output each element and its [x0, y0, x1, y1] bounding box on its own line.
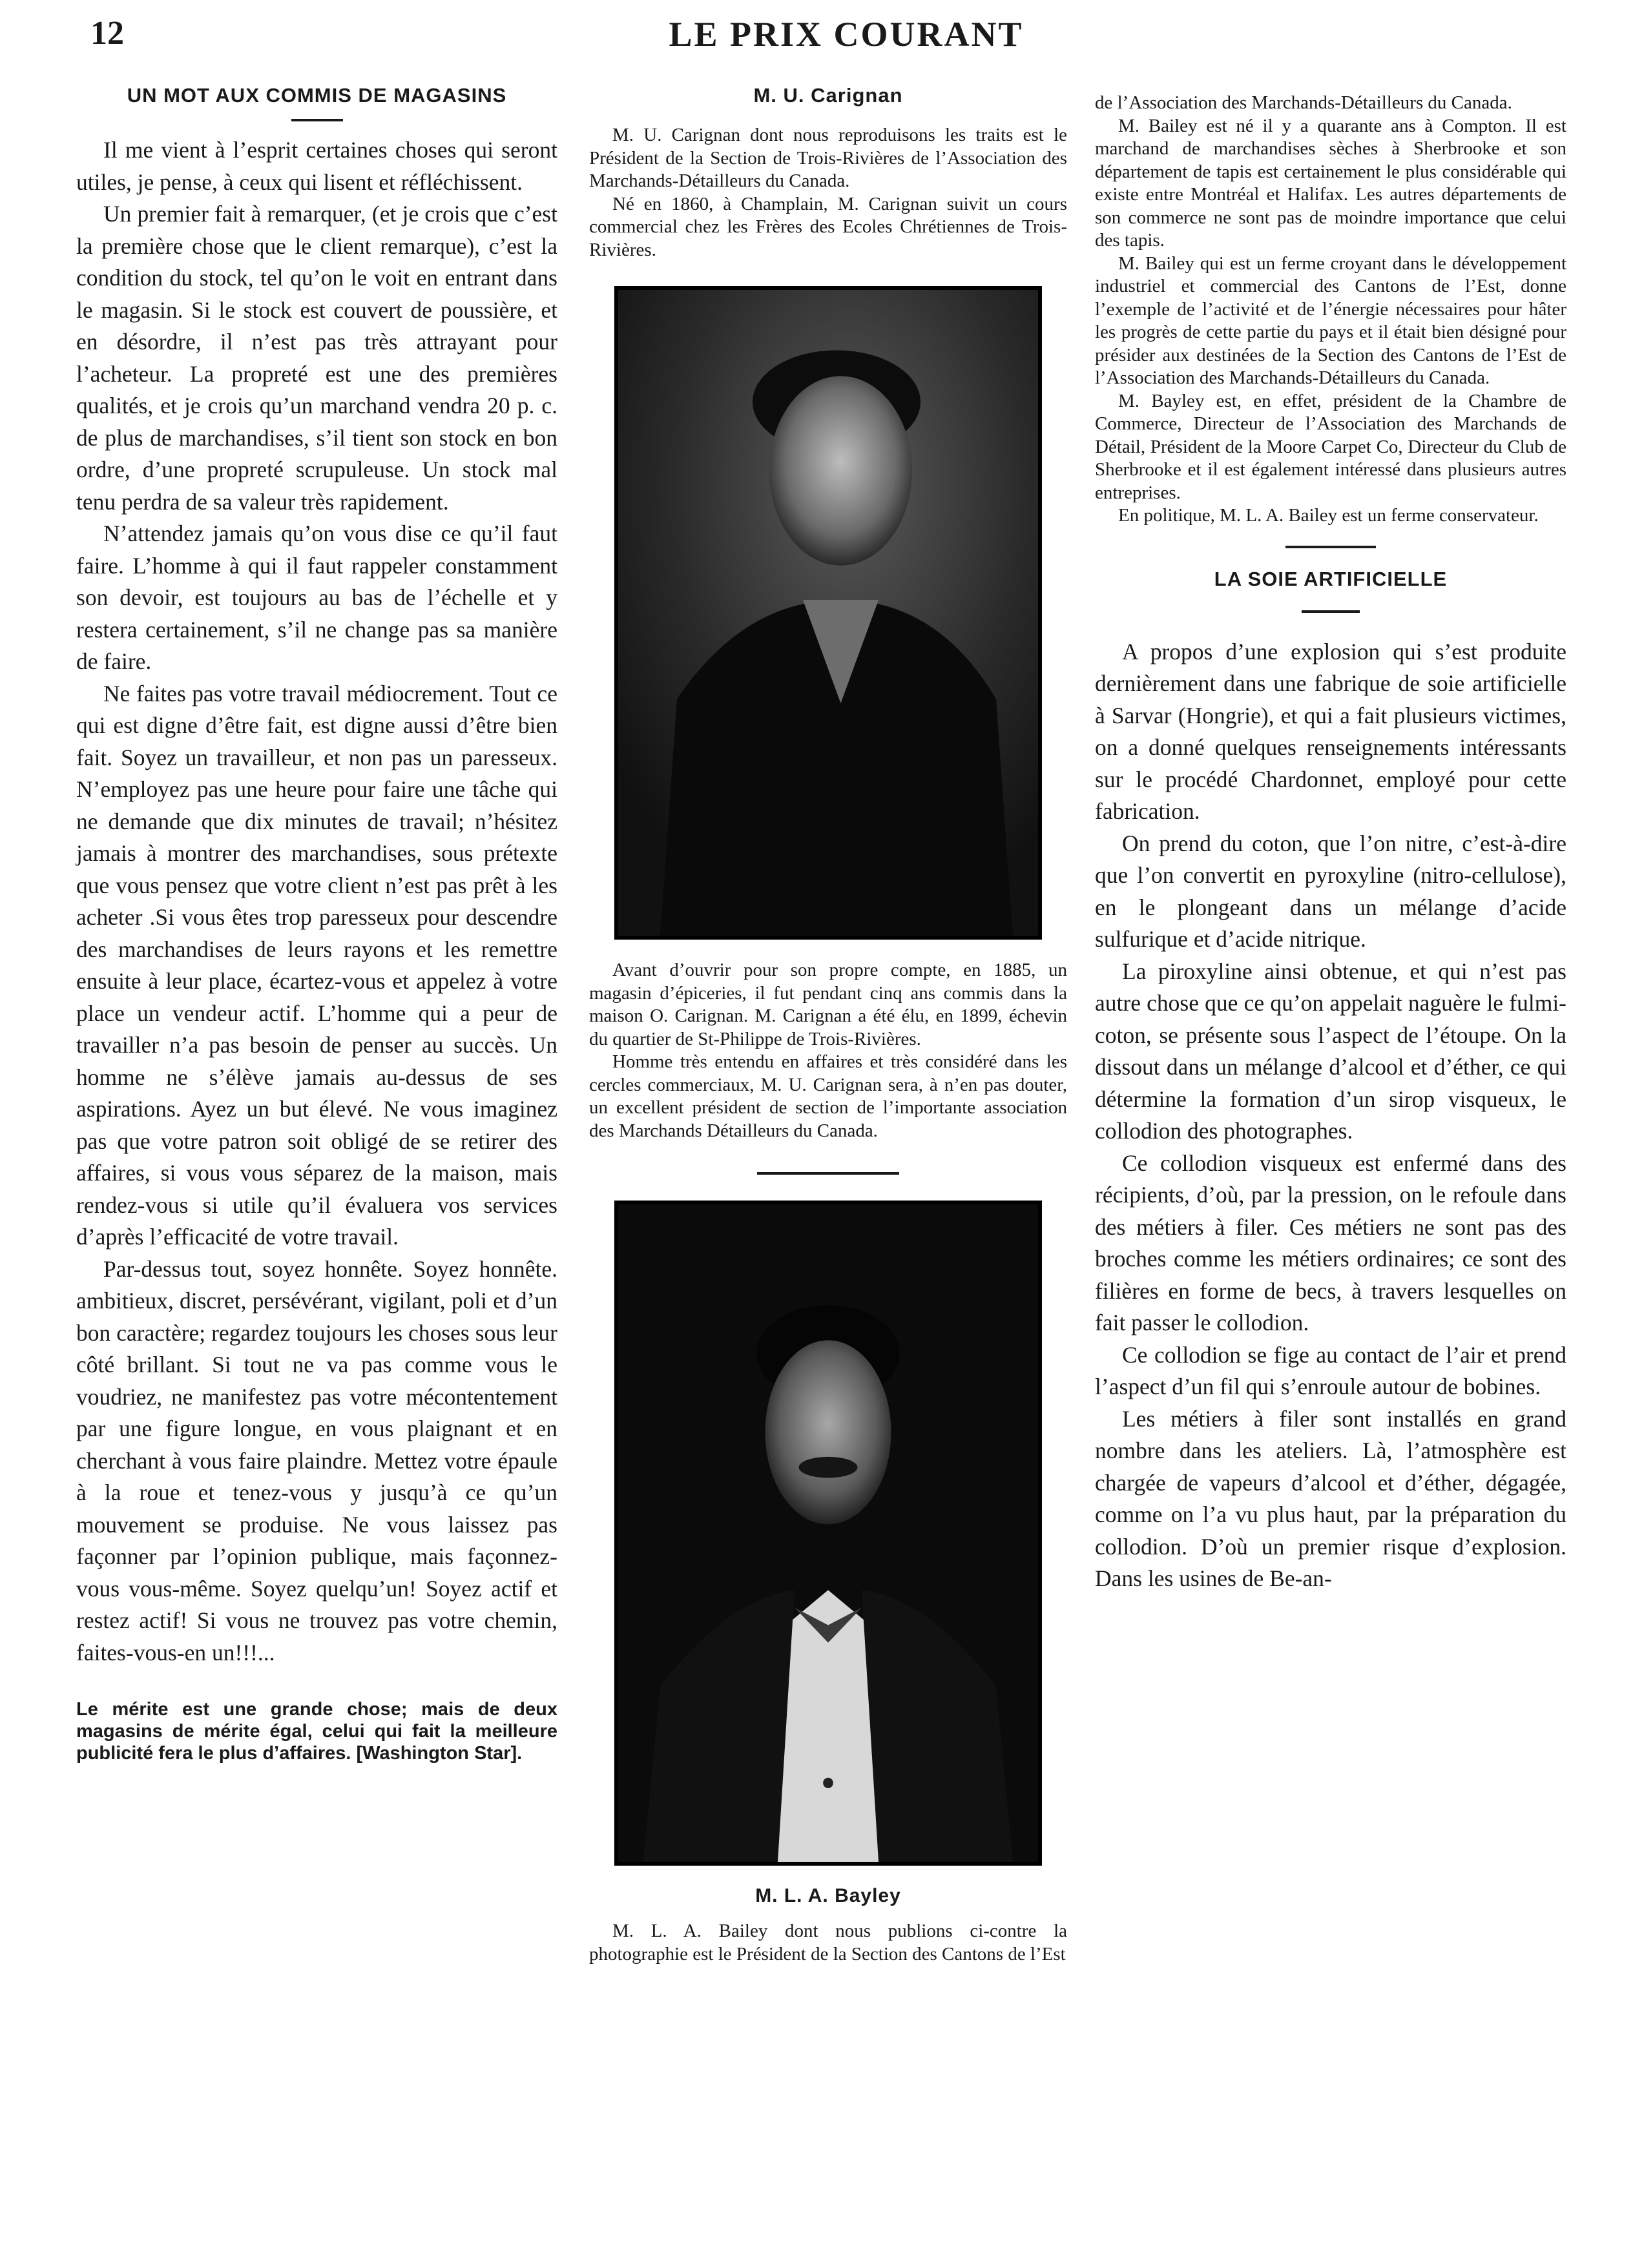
- title-rule: [1302, 610, 1360, 613]
- carignan-bio: [589, 959, 1067, 1142]
- paragraph: M. U. Carignan dont nous reproduisons les traits est le Président de la Section de Trois-Rivières de l’Association des Marchands-Détailleurs du Canada.: [589, 125, 1067, 191]
- paragraph: de l’Association des Marchands-Détailleurs du Canada.: [1095, 92, 1512, 113]
- paragraph: Il me vient à l’esprit certaines choses qui seront utiles, je pense, à ceux qui lisent et réfléchissent.: [76, 137, 557, 195]
- paragraph: On prend du coton, que l’on nitre, c’est-à-dire que l’on convertit en pyroxyline (nitro-cellulose), en le plongeant dans un mélange d’acide sulfurique et d’acide nitrique.: [1095, 830, 1566, 952]
- paragraph: Avant d’ouvrir pour son propre compte, en 1885, un magasin d’épiceries, il fut pendant cinq ans commis dans la maison O. Carignan. M. Carignan a été élu, en 1899, échevin du quartier de St-Philippe de Trois-Rivières.: [589, 960, 1067, 1049]
- page-number: 12: [90, 15, 124, 52]
- paragraph: Ce collodion visqueux est enfermé dans des récipients, d’où, par la pression, on le refoule dans des métiers à filer. Ces métiers ne sont pas des broches comme les métiers ordinaires; ce sont des filières en forme de becs, à travers lesquelles on fait passer le collodion.: [1095, 1149, 1566, 1335]
- bayley-intro: [589, 1920, 1067, 1966]
- column-left: [76, 84, 557, 1764]
- paragraph: Né en 1860, à Champlain, M. Carignan suivit un cours commercial chez les Frères des Ecoles Chrétiennes de Trois-Rivières.: [589, 193, 1067, 260]
- paragraph: Ce collodion se fige au contact de l’air et prend l’aspect d’un fil qui s’enroule autour de bobines.: [1095, 1341, 1566, 1399]
- page-header: [90, 14, 1602, 72]
- column-middle: [589, 84, 1067, 1966]
- column-right: [1095, 92, 1566, 1595]
- article-body-commis: [76, 134, 557, 1669]
- article-title-carignan: M. U. Carignan: [753, 84, 903, 107]
- bayley-bio: [1095, 92, 1566, 528]
- paragraph: En politique, M. L. A. Bailey est un ferme conservateur.: [1118, 505, 1539, 526]
- section-divider: [757, 1172, 899, 1175]
- paragraph: Un premier fait à remarquer, (et je crois que c’est la première chose que le client remarque), c’est la condition du stock, tel qu’on le voit en entrant dans le magasin. Si le stock est couvert de poussière, et en désordre, il n’est pas très attrayant pour l’acheteur. La propreté est une des premières qualités, et je crois qu’un marchand vendra 20 p. c. de plus de marchandises, s’il tient son stock en bon ordre, d’une propreté scrupuleuse. Un stock mal tenu perdra de sa valeur très rapidement.: [76, 201, 557, 515]
- article-title-soie: LA SOIE ARTIFICIELLE: [1214, 567, 1448, 590]
- paragraph: N’attendez jamais qu’on vous dise ce qu’il faut faire. L’homme à qui il faut rappeler constamment son devoir, est toujours au bas de l’échelle et y restera certainement, s’il ne change pas sa manière de faire.: [76, 521, 557, 674]
- paragraph: La piroxyline ainsi obtenue, et qui n’est pas autre chose que ce qu’on appelait naguère le fulmi-coton, se présente sous l’aspect de l’étoupe. On la dissout dans un mélange d’alcool et d’éther, ce qui détermine la formation d’un sirop visqueux, le collodion des photographes.: [1095, 958, 1566, 1144]
- article-body-soie: [1095, 636, 1566, 1595]
- paragraph: M. L. A. Bailey dont nous publions ci-contre la photographie est le Président de la Section des Cantons de l’Est: [589, 1921, 1067, 1964]
- paragraph: M. Bailey qui est un ferme croyant dans le développement industriel et commercial des Cantons de l’Est, donne l’exemple de l’activité et de l’énergie nécessaires pour hâter les progrès de cette partie du pays et il était bien désigné pour présider aux destinées de la Section des Cantons de l’Est de l’Association des Marchands-Détailleurs du Canada.: [1095, 253, 1566, 388]
- paragraph: Homme très entendu en affaires et très considéré dans les cercles commerciaux, M. U. Carignan sera, à n’en pas douter, un excellent président de section de l’importante association des Marchands Détailleurs du Canada.: [589, 1051, 1067, 1141]
- section-divider: [1285, 546, 1376, 548]
- paragraph: Par-dessus tout, soyez honnête. Soyez honnête. ambitieux, discret, persévérant, vigilant, poli et d’un bon caractère; regardez toujours les choses sous leur côté brillant. Si tout ne va pas comme vous le voudriez, ne manifestez pas votre mécontentement par une figure longue, en vous plaignant et en cherchant à vous faire plaindre. Mettez votre épaule à la roue et tenez-vous y jusqu’à ce qu’un mouvement se produise. Ne vous laissez pas façonner par l’opinion publique, mais façonnez-vous vous-même. Soyez quelqu’un! Soyez actif et restez actif! Si vous ne trouvez pas votre chemin, faites-vous-en un!!!...: [76, 1255, 557, 1665]
- paragraph: A propos d’une explosion qui s’est produite dernièrement dans une fabrique de soie artificielle à Sarvar (Hongrie), et qui a fait plusieurs victimes, on a donné quelques renseignements intéressants sur le procédé Chardonnet, employé pour cette fabrication.: [1095, 638, 1566, 824]
- photo-caption-bayley: M. L. A. Bayley: [755, 1885, 901, 1906]
- portrait-image: [618, 1204, 1038, 1862]
- article-title-commis: UN MOT AUX COMMIS DE MAGASINS: [127, 84, 507, 107]
- paragraph: M. Bailey est né il y a quarante ans à Compton. Il est marchand de marchandises sèches à Sherbrooke et son département de tapis est certainement le plus considérable qui existe entre Montréal et Halifax. Les autres départements de son commerce ne sont pas de moindre importance que celui des tapis.: [1095, 115, 1566, 251]
- carignan-intro: [589, 124, 1067, 262]
- portrait-photo-bayley: [614, 1201, 1042, 1866]
- pull-quote: Le mérite est une grande chose; mais de deux magasins de mérite égal, celui qui fait la meilleure publicité fera le plus d’affaires. [Washington Star].: [76, 1699, 557, 1764]
- paragraph: M. Bayley est, en effet, président de la Chambre de Commerce, Directeur de l’Association des Marchands de Détail, Président de la Moore Carpet Co, Directeur du Club de Sherbrooke et il est également intéressé dans plusieurs autres entreprises.: [1095, 390, 1566, 503]
- portrait-image: [618, 290, 1038, 936]
- paragraph: Ne faites pas votre travail médiocrement. Tout ce qui est digne d’être fait, est digne aussi d’être bien fait. Soyez un travailleur, et non pas un paresseux. N’employez pas une heure pour faire une tâche qui ne demande que dix minutes de travail; n’hésitez jamais à montrer des marchandises, sous prétexte que vous pensez que votre client n’est pas prêt à les acheter .Si vous êtes trop paresseux pour descendre des marchandises de leurs rayons et les remettre ensuite à leur place, écartez-vous et appelez à votre place un vendeur actif. L’homme qui a peur de travailler n’a pas besoin de penser au succès. Un homme ne s’élève jamais au-dessus de ses aspirations. Ayez un but élevé. Ne vous imaginez pas que votre patron soit obligé de se retirer des affaires, si vous vous séparez de la maison, mais rendez-vous si utile qu’il évaluera vos services d’après l’efficacité de votre travail.: [76, 680, 557, 1250]
- journal-title: LE PRIX COURANT: [669, 15, 1024, 54]
- paragraph: Les métiers à filer sont installés en grand nombre dans les ateliers. Là, l’atmosphère est chargée de vapeurs d’alcool et d’éther, dégagée, comme on l’a vu plus haut, par la préparation du collodion. D’où un premier risque d’explosion. Dans les usines de Be-an-: [1095, 1405, 1566, 1591]
- title-rule: [291, 119, 343, 121]
- portrait-photo-carignan: [614, 286, 1042, 940]
